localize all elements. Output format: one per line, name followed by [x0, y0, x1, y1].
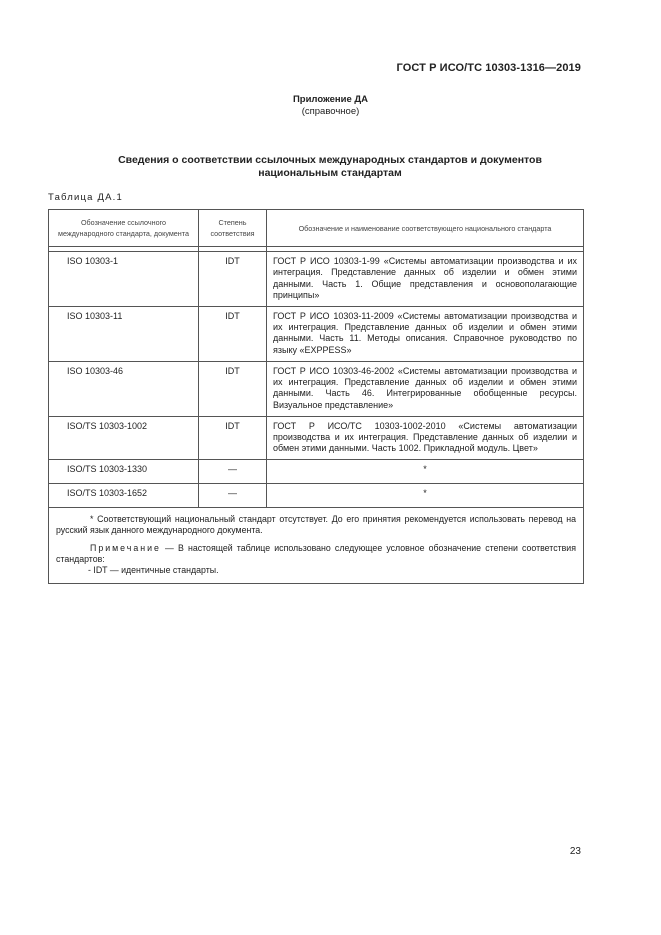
table-row — [49, 416, 584, 459]
page-number: 23 — [569, 846, 581, 857]
note-label: Примечание — [90, 542, 161, 553]
cell-degree: — — [199, 459, 267, 483]
cell-national: ГОСТ Р ИСО 10303-46-2002 «Системы автоматизации производства и их интеграция. Представление данных об изделии и обмен этими данными. Часть 46. Интегрированные обобщенные ресурсы. Визуальное представление» — [267, 361, 584, 416]
correspondence-table — [48, 209, 584, 584]
cell-reference: ISO 10303-1 — [49, 252, 199, 307]
cell-national: * — [267, 459, 584, 483]
cell-degree: IDT — [199, 306, 267, 361]
cell-degree: — — [199, 483, 267, 507]
cell-national: ГОСТ Р ИСО/ТС 10303-1002-2010 «Системы автоматизации производства и их интеграция. Представление данных об изделии и обмен этими данными. Часть 1002. Прикладной модуль. Цвет» — [267, 416, 584, 459]
table-row — [49, 361, 584, 416]
appendix-title: Приложение ДА — [292, 94, 369, 105]
note-item: - IDT — идентичные стандарты. — [88, 565, 219, 576]
document-code: ГОСТ Р ИСО/ТС 10303-1316—2019 — [396, 62, 581, 74]
cell-national: * — [267, 483, 584, 507]
appendix-block — [0, 94, 661, 118]
note — [56, 543, 576, 566]
cell-reference: ISO 10303-46 — [49, 361, 199, 416]
cell-degree: IDT — [199, 252, 267, 307]
table-label: Таблица ДА.1 — [48, 192, 123, 203]
table-row — [49, 252, 584, 307]
table-row — [49, 459, 584, 483]
table-row — [49, 483, 584, 507]
cell-reference: ISO 10303-11 — [49, 306, 199, 361]
section-heading — [60, 154, 600, 180]
footnote: * Соответствующий национальный стандарт отсутствует. До его принятия рекомендуется использовать перевод на русский язык данного международного документа. — [56, 513, 576, 536]
cell-national: ГОСТ Р ИСО 10303-1-99 «Системы автоматизации производства и их интеграция. Представление данных об изделии и обмен этими данными. Часть 1. Общие представления и основополагающие принципы» — [267, 252, 584, 307]
appendix-subtitle: (справочное) — [301, 106, 360, 117]
column-header-reference: Обозначение ссылочного международного стандарта, документа — [49, 210, 199, 247]
cell-degree: IDT — [199, 361, 267, 416]
cell-national: ГОСТ Р ИСО 10303-11-2009 «Системы автоматизации производства и их интеграция. Представление данных об изделии и обмен этими данными. Часть 11. Методы описания. Справочное руководство по языку «EXPPESS» — [267, 306, 584, 361]
cell-degree: IDT — [199, 416, 267, 459]
section-heading-line2: национальным стандартам — [258, 167, 402, 179]
cell-reference: ISO/TS 10303-1652 — [49, 483, 199, 507]
section-heading-line1: Сведения о соответствии ссылочных международных стандартов и документов — [118, 154, 542, 166]
table-footer-row — [49, 507, 584, 583]
cell-reference: ISO/TS 10303-1330 — [49, 459, 199, 483]
table-header-row — [49, 210, 584, 247]
column-header-degree: Степень соответствия — [199, 210, 267, 247]
column-header-national: Обозначение и наименование соответствующего национального стандарта — [267, 210, 584, 247]
note-text: — В настоящей таблице использовано следующее условное обозначение степени соответствия стандартов: — [56, 542, 576, 565]
cell-reference: ISO/TS 10303-1002 — [49, 416, 199, 459]
table-footer — [49, 507, 584, 583]
table-row — [49, 306, 584, 361]
